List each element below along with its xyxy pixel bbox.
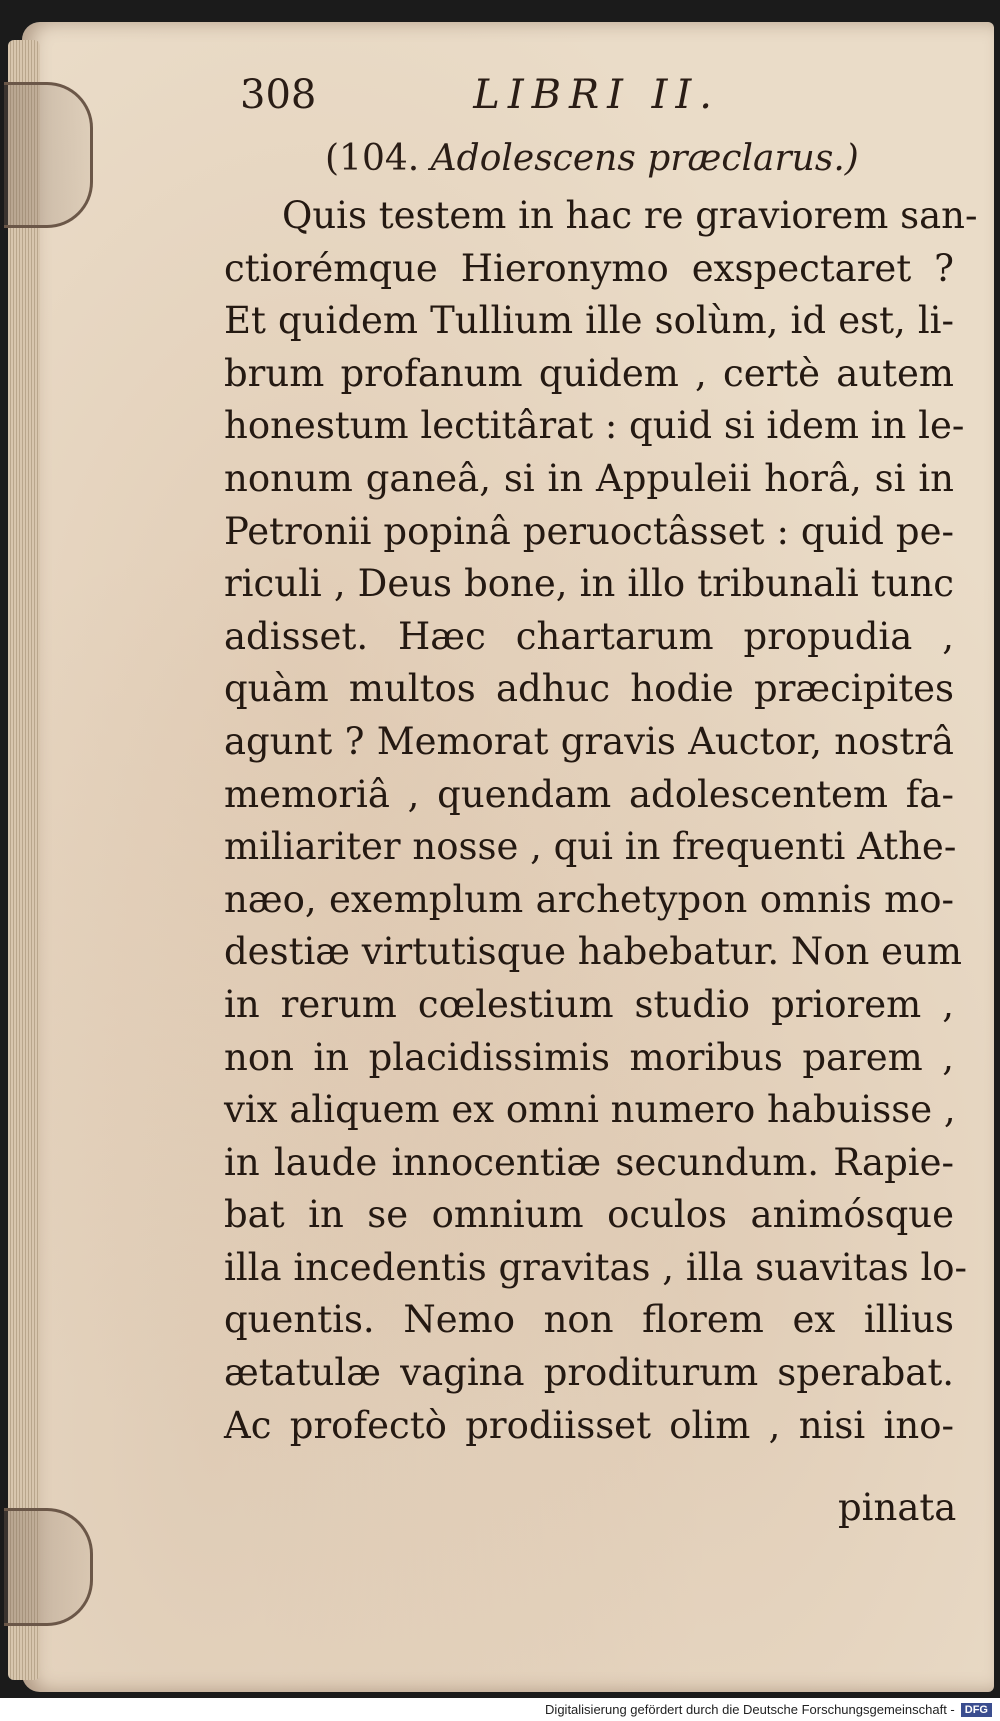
digitization-footer [0, 1698, 1000, 1721]
text-line: destiæ virtutisque habebatur. Non eum [224, 930, 962, 974]
section-number: (104. [325, 138, 420, 179]
text-line: adisset. Hæc chartarum propudia , [224, 614, 954, 658]
text-line: ctiorémque Hieronymo exspectaret ? [224, 246, 954, 290]
text-line: vix aliquem ex omni numero habuisse , [224, 1088, 956, 1132]
text-line: riculi , Deus bone, in illo tribunali tunc [224, 562, 954, 606]
top-clasp [4, 82, 93, 228]
page-number: 308 [240, 72, 317, 118]
text-line: honestum lectitârat : quid si idem in le- [224, 404, 965, 448]
text-line: illa incedentis gravitas , illa suavitas lo- [224, 1245, 968, 1289]
bottom-clasp [4, 1508, 93, 1626]
text-line: quàm multos adhuc hodie præcipites [224, 667, 954, 711]
text-line: Petronii popinâ peruoctâsset : quid pe- [224, 509, 954, 553]
text-line: brum profanum quidem , certè autem [224, 351, 954, 395]
running-title: LIBRI II. [473, 72, 720, 118]
text-line: miliariter nosse , qui in frequenti Athe- [224, 825, 957, 869]
text-line: næo, exemplum archetypon omnis mo- [224, 877, 954, 921]
text-line: memoriâ , quendam adolescentem fa- [224, 772, 954, 816]
page-edges [8, 40, 40, 1680]
text-line: nonum ganeâ, si in Appuleii horâ, si in [224, 456, 954, 500]
text-line: ætatulæ vagina proditurum sperabat. [224, 1351, 954, 1395]
section-heading [325, 138, 859, 179]
footer-text: Digitalisierung gefördert durch die Deutsche Forschungsgemeinschaft - [545, 1702, 955, 1717]
text-line: quentis. Nemo non florem ex illius [224, 1298, 954, 1342]
text-line: Quis testem in hac re graviorem san- [282, 194, 978, 237]
dfg-logo: DFG [961, 1703, 992, 1717]
text-line: bat in se omnium oculos animósque [224, 1193, 954, 1237]
text-line: Ac profectò prodiisset olim , nisi ino- [224, 1403, 954, 1447]
text-line: non in placidissimis moribus parem , [224, 1035, 954, 1079]
text-line: Et quidem Tullium ille solùm, id est, li- [224, 299, 954, 343]
running-head [240, 72, 720, 118]
catchword: pinata [838, 1486, 957, 1529]
text-line: in laude innocentiæ secundum. Rapie- [224, 1140, 954, 1184]
text-line: agunt ? Memorat gravis Auctor, nostrâ [224, 719, 954, 763]
body-text [224, 190, 978, 1452]
section-title: Adolescens præclarus.) [430, 138, 859, 179]
text-line: in rerum cœlestium studio priorem , [224, 982, 954, 1026]
